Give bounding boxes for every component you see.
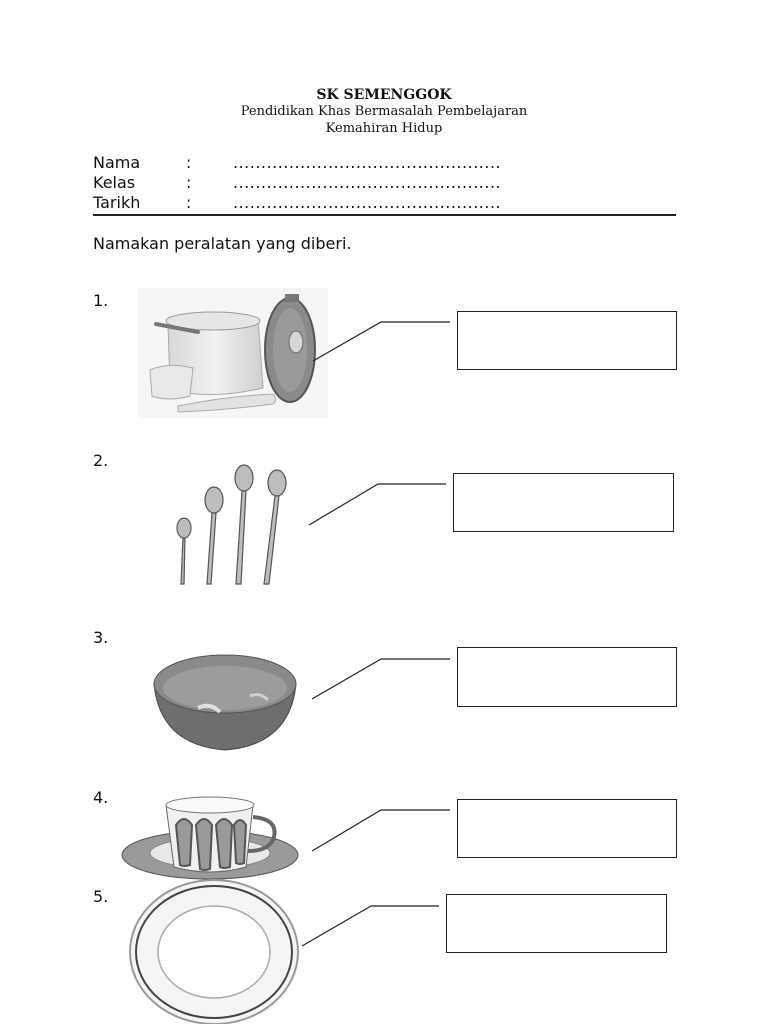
name-label: Nama bbox=[93, 153, 141, 172]
class-colon: : bbox=[186, 173, 192, 192]
answer-box-2[interactable] bbox=[453, 473, 674, 532]
leader-line-2 bbox=[309, 484, 446, 525]
school-name: SK SEMENGGOK bbox=[316, 87, 452, 103]
name-colon: : bbox=[186, 153, 192, 172]
date-label: Tarikh bbox=[93, 193, 141, 212]
plate-icon bbox=[128, 878, 300, 1024]
cup-and-saucer-icon bbox=[118, 785, 303, 885]
instruction-text: Namakan peralatan yang diberi. bbox=[93, 234, 352, 253]
leader-line-5 bbox=[302, 906, 439, 946]
leader-line-3 bbox=[312, 659, 450, 699]
header-divider bbox=[93, 214, 676, 216]
question-number-3: 3. bbox=[93, 628, 109, 647]
answer-box-5[interactable] bbox=[446, 894, 667, 953]
class-label: Kelas bbox=[93, 173, 136, 192]
question-number-1: 1. bbox=[93, 291, 109, 310]
answer-box-1[interactable] bbox=[457, 311, 677, 370]
date-blank[interactable]: ................................................ bbox=[233, 193, 502, 212]
bowl-icon bbox=[150, 640, 300, 760]
topic-title: Kemahiran Hidup bbox=[325, 121, 443, 136]
leader-line-1 bbox=[313, 322, 450, 361]
answer-box-3[interactable] bbox=[457, 647, 677, 707]
class-blank[interactable]: ................................................ bbox=[233, 173, 502, 192]
subject-title: Pendidikan Khas Bermasalah Pembelajaran bbox=[240, 104, 528, 119]
answer-box-4[interactable] bbox=[457, 799, 677, 858]
rice-cooker-pot-icon bbox=[138, 288, 328, 418]
spoons-icon bbox=[160, 460, 300, 590]
leader-line-4 bbox=[312, 810, 450, 851]
question-number-5: 5. bbox=[93, 887, 109, 906]
question-number-4: 4. bbox=[93, 788, 109, 807]
question-number-2: 2. bbox=[93, 451, 109, 470]
date-colon: : bbox=[186, 193, 192, 212]
name-blank[interactable]: ................................................ bbox=[233, 153, 502, 172]
